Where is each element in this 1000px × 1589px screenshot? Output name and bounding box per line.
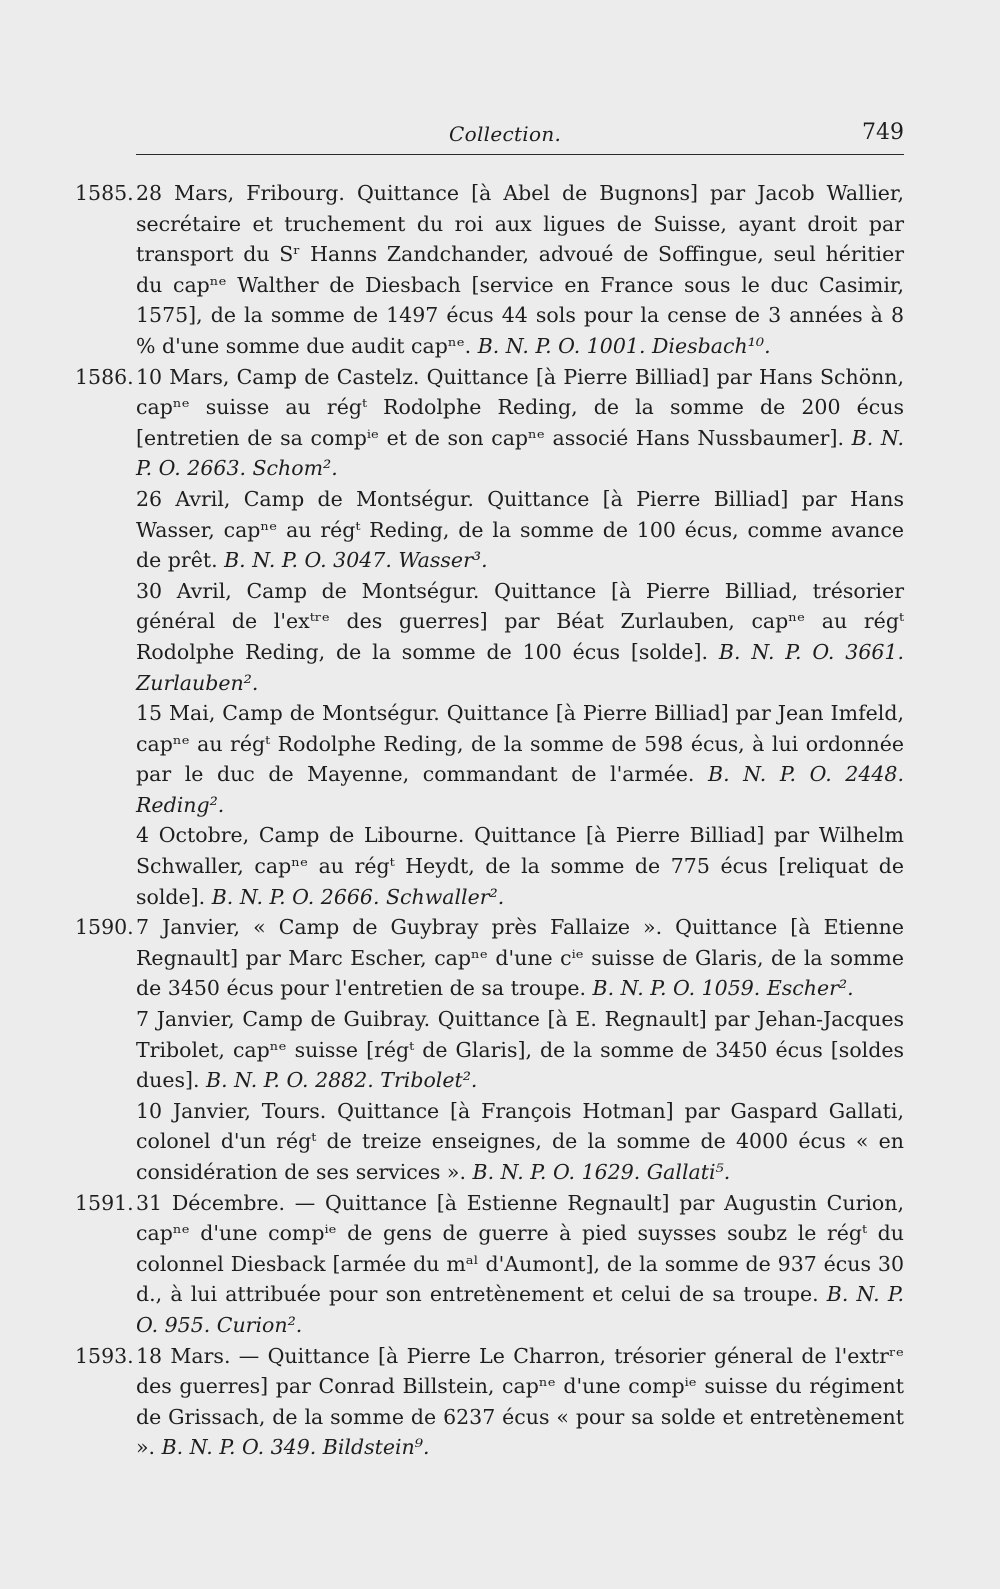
entry-body: 31 Décembre. — Quittance [à Estienne Regnault] par Augustin Curion, capⁿᵉ d'une compⁱᵉ de gens de guerre à pied suysses soubz le régᵗ du colonnel Diesback [armée du mᵃˡ d'Aumont], de la somme de 937 écus 30 d., à lui attribuée pour son entretènement et celui de sa troupe. [136, 1190, 904, 1307]
entry [75, 1341, 904, 1463]
entry-text [136, 576, 904, 698]
entry-body: 28 Mars, Fribourg. Quittance [à Abel de Bugnons] par Jacob Wallier, secrétaire et truchement du roi aux ligues de Suisse, ayant droit par transport du Sʳ Hanns Zandchander, advoué de Soffingue, seul héritier du capⁿᵉ Walther de Diesbach [service en France sous le duc Casimir, 1575], de la somme de 1497 écus 44 sols pour la cense de 3 années à 8 % d'une somme due audit capⁿᵉ. [136, 181, 904, 358]
entry-reference: B. N. P. O. 955. Curion². [136, 1282, 904, 1337]
entry [75, 362, 904, 484]
entry-year: 1590. [75, 915, 134, 940]
entry-text [136, 820, 904, 912]
entry-text [136, 1004, 904, 1096]
entry-reference: B. N. P. O. 3047. Wasser³. [224, 548, 488, 573]
entries-list [0, 178, 1000, 1463]
header-rule [136, 154, 904, 155]
entry-year: 1593. [75, 1343, 134, 1368]
entry-reference: B. N. P. O. 2882. Tribolet². [206, 1068, 478, 1093]
entry-text [136, 362, 904, 484]
entry-body: 7 Janvier, « Camp de Guybray près Fallaize ». Quittance [à Etienne Regnault] par Marc Escher, capⁿᵉ d'une cⁱᵉ suisse de Glaris, de la somme de 3450 écus pour l'entretien de sa troupe. [136, 915, 904, 1001]
entry [136, 820, 904, 912]
page-header [136, 118, 904, 154]
page-number: 749 [862, 120, 904, 145]
entry-body: 10 Janvier, Tours. Quittance [à François Hotman] par Gaspard Gallati, colonel d'un régᵗ de treize enseignes, de la somme de 4000 écus « en considération de ses services ». [136, 1098, 904, 1184]
entry-body: 7 Janvier, Camp de Guibray. Quittance [à E. Regnault] par Jehan-Jacques Tribolet, capⁿᵉ suisse [régᵗ de Glaris], de la somme de 3450 écus [soldes dues]. [136, 1007, 904, 1093]
entry-text [136, 1341, 904, 1463]
entry-reference: B. N. P. O. 3661. Zurlauben². [136, 639, 904, 695]
entry-year: 1586. [75, 364, 134, 389]
entry-text [136, 178, 904, 362]
entry-text [136, 1096, 904, 1188]
entry-reference: B. N. P. O. 2663. Schom². [136, 425, 904, 481]
entry-text [136, 912, 904, 1004]
entry-reference: B. N. P. O. 2666. Schwaller². [211, 884, 505, 909]
entry-year: 1585. [75, 181, 134, 205]
entry [136, 698, 904, 820]
entry-body: 18 Mars. — Quittance [à Pierre Le Charron, trésorier géneral de l'extrʳᵉ des guerres] par Conrad Billstein, capⁿᵉ d'une compⁱᵉ suisse du régiment de Grissach, de la somme de 6237 écus « pour sa solde et entretènement ». [136, 1343, 904, 1460]
entry-body: 26 Avril, Camp de Montségur. Quittance [à Pierre Billiad] par Hans Wasser, capⁿᵉ au régᵗ Reding, de la somme de 100 écus, comme avance de prêt. [136, 486, 904, 573]
entry [75, 912, 904, 1004]
entry-text [136, 484, 904, 576]
running-title: Collection. [449, 122, 562, 146]
entry-reference: B. N. P. O. 349. Bildstein⁹. [161, 1435, 430, 1460]
entry [136, 484, 904, 576]
entry-year: 1591. [75, 1190, 134, 1215]
entry [75, 178, 904, 362]
entry [136, 1004, 904, 1096]
entry-reference: B. N. P. O. 1001. Diesbach¹⁰. [477, 333, 771, 358]
entry [136, 1096, 904, 1188]
entry [75, 1188, 904, 1341]
entry-text [136, 1188, 904, 1341]
entry-reference: B. N. P. O. 2448. Reding². [136, 762, 904, 817]
entry [136, 576, 904, 698]
entry-body: 10 Mars, Camp de Castelz. Quittance [à Pierre Billiad] par Hans Schönn, capⁿᵉ suisse au régᵗ Rodolphe Reding, de la somme de 200 écus [entretien de sa compⁱᵉ et de son capⁿᵉ associé Hans Nussbaumer]. [136, 364, 904, 450]
entry-text [136, 698, 904, 820]
entry-body: 4 Octobre, Camp de Libourne. Quittance [à Pierre Billiad] par Wilhelm Schwaller, capⁿᵉ au régᵗ Heydt, de la somme de 775 écus [reliquat de solde]. [136, 823, 904, 909]
entry-body: 30 Avril, Camp de Montségur. Quittance [à Pierre Billiad, trésorier général de l'exᵗʳᵉ des guerres] par Béat Zurlauben, capⁿᵉ au régᵗ Rodolphe Reding, de la somme de 100 écus [solde]. [136, 578, 904, 664]
entry-body: 15 Mai, Camp de Montségur. Quittance [à Pierre Billiad] par Jean Imfeld, capⁿᵉ au régᵗ Rodolphe Reding, de la somme de 598 écus, à lui ordonnée par le duc de Mayenne, commandant de l'armée. [136, 701, 904, 787]
entry-reference: B. N. P. O. 1629. Gallati⁵. [472, 1160, 731, 1184]
entry-reference: B. N. P. O. 1059. Escher². [592, 976, 854, 1001]
